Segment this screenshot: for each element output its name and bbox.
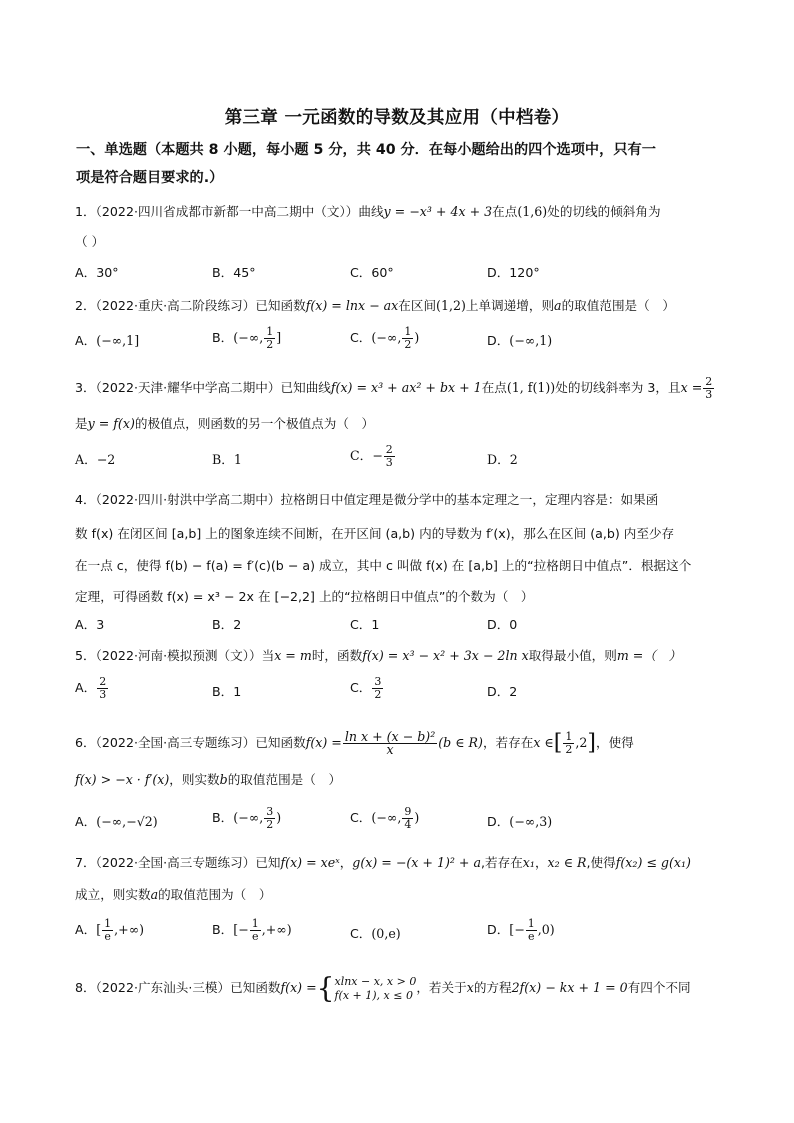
question-8 xyxy=(75,968,735,1009)
fraction xyxy=(264,806,275,831)
option-label: C．− xyxy=(350,448,383,463)
numerator: 1 xyxy=(527,917,535,930)
question-text: ， xyxy=(339,855,353,870)
fraction xyxy=(402,326,413,351)
question-6 xyxy=(75,726,735,760)
denominator: 2 xyxy=(266,818,274,831)
question-text: ，若关于 xyxy=(416,980,467,995)
numerator: 1 xyxy=(104,917,112,930)
numerator: 2 xyxy=(385,443,393,456)
option-b[interactable] xyxy=(212,918,292,943)
question-3-line-2 xyxy=(75,410,735,437)
fraction xyxy=(526,918,537,943)
question-source: （2022·河南·模拟预测（文）） xyxy=(95,648,262,663)
math-variable: b xyxy=(219,772,228,787)
option-label: A． xyxy=(75,680,97,695)
fraction xyxy=(97,676,108,701)
option-label: D． xyxy=(487,814,510,829)
question-number: 1． xyxy=(75,204,96,219)
option-c[interactable] xyxy=(350,444,396,469)
math-expression: x₂ ∈ R xyxy=(547,855,587,870)
question-text: ,使得 xyxy=(586,855,616,870)
question-text: ，若存在 xyxy=(482,735,534,750)
question-text: ，使得 xyxy=(595,735,634,750)
fraction xyxy=(102,918,113,943)
question-text: 在区间 xyxy=(398,298,437,313)
option-a[interactable] xyxy=(75,676,109,701)
option-value: ,0) xyxy=(537,922,555,937)
option-c[interactable] xyxy=(350,326,419,351)
math-interval: (1,2) xyxy=(436,298,466,313)
math-variable: x xyxy=(466,980,474,995)
option-label: A． xyxy=(75,814,97,829)
math-expression: 2f(x) − kx + 1 = 0 xyxy=(511,980,628,995)
numerator: 1 xyxy=(404,325,412,338)
option-a[interactable]: A．3 xyxy=(75,617,105,632)
math-expression: y = −x³ + 4x + 3 xyxy=(383,204,493,219)
question-number: 5． xyxy=(75,648,96,663)
numerator: 3 xyxy=(374,675,382,688)
numerator: 1 xyxy=(251,917,259,930)
math-expression: ,2 xyxy=(575,735,588,750)
option-a[interactable]: A．30° xyxy=(75,265,119,280)
option-value: (−∞,3) xyxy=(509,814,553,829)
option-a[interactable]: A．−2 xyxy=(75,452,116,467)
piecewise-case-1: xlnx − x, x > 0 xyxy=(334,974,417,988)
question-4-line-2: 数 f(x) 在闭区间 [a,b] 上的图象连续不间断，在开区间 (a,b) 内的导数为 f′(x)，那么在区间 (a,b) 内至少存 xyxy=(75,526,675,541)
denominator: 2 xyxy=(404,338,412,351)
question-text: 的方程 xyxy=(473,980,512,995)
option-b[interactable]: B．45° xyxy=(212,265,256,280)
page-title: 第三章 一元函数的导数及其应用（中档卷） xyxy=(224,108,570,128)
math-expression: f(x) = x³ − x² + 3x − 2ln x xyxy=(362,648,529,663)
question-source: （2022·四川省成都市新都一中高二期中（文）） xyxy=(95,204,359,219)
option-label: C． xyxy=(350,680,372,695)
denominator: e xyxy=(104,930,111,943)
right-bracket: ] xyxy=(587,730,596,756)
question-2 xyxy=(75,292,735,319)
math-variable: x₁ xyxy=(522,855,535,870)
option-value: ,+∞) xyxy=(114,922,145,937)
option-a[interactable] xyxy=(75,330,139,349)
section-heading-line-1: 一、单选题（本题共 8 小题，每小题 5 分，共 40 分．在每小题给出的四个选项中，只有一 xyxy=(76,142,656,158)
math-expression: m =（ ） xyxy=(616,648,682,663)
piecewise-cases xyxy=(334,975,416,1003)
section-heading-line-2: 项是符合题目要求的.） xyxy=(76,170,224,186)
left-bracket: [ xyxy=(553,730,563,756)
question-7-options xyxy=(75,918,735,952)
option-value: ,+∞) xyxy=(261,922,292,937)
option-d[interactable] xyxy=(487,811,552,830)
option-label: C． xyxy=(350,810,372,825)
option-value: ) xyxy=(276,810,282,825)
question-3 xyxy=(75,374,735,401)
option-value: [− xyxy=(233,922,249,937)
question-3-options xyxy=(75,444,735,478)
math-variable: a xyxy=(554,298,562,313)
answer-paren: （ ） xyxy=(75,234,105,249)
math-expression: f(x) = xyxy=(280,980,317,995)
question-text: 已知曲线 xyxy=(280,380,331,395)
denominator: 4 xyxy=(404,818,412,831)
option-a[interactable] xyxy=(75,811,158,830)
math-expression: y = f(x) xyxy=(87,416,135,431)
math-expression: x = xyxy=(680,380,703,395)
question-text: 处的切线斜率为 3，且 xyxy=(555,380,681,395)
denominator: e xyxy=(251,930,259,943)
question-6-line-2 xyxy=(75,766,735,793)
question-number: 3． xyxy=(75,380,96,395)
option-label: D． xyxy=(487,922,510,937)
question-text: 有四个不同 xyxy=(627,980,691,995)
denominator: 2 xyxy=(374,688,382,701)
numerator: 2 xyxy=(99,675,107,688)
option-value: ] xyxy=(276,330,282,345)
option-c[interactable] xyxy=(350,676,384,701)
question-text: 取得最小值，则 xyxy=(528,648,617,663)
math-expression: f(x) = xyxy=(305,735,342,750)
option-value: (−∞, xyxy=(233,330,264,345)
question-text: 的极值点，则函数的另一个极值点为（ ） xyxy=(134,416,375,431)
question-text: 已知函数 xyxy=(230,980,281,995)
option-value: (−∞,−√2) xyxy=(96,814,158,829)
fraction xyxy=(563,731,574,756)
question-text: 曲线 xyxy=(358,204,384,219)
numerator: 1 xyxy=(266,325,274,338)
option-value: (0,e) xyxy=(371,926,401,941)
numerator: ln x + (x − b)² xyxy=(344,729,436,744)
option-d[interactable] xyxy=(487,330,552,349)
option-d[interactable]: D．2 xyxy=(487,452,518,467)
numerator: 3 xyxy=(266,805,274,818)
option-a[interactable] xyxy=(75,918,144,943)
denominator: 2 xyxy=(266,338,274,351)
question-source: （2022·全国·高三专题练习） xyxy=(95,735,256,750)
numerator: 1 xyxy=(565,730,573,743)
option-value: (−∞,1] xyxy=(96,333,140,348)
question-6-options xyxy=(75,806,735,840)
option-value: (−∞, xyxy=(233,810,264,825)
option-b[interactable] xyxy=(212,326,281,351)
question-text: 已知函数 xyxy=(255,735,306,750)
math-expression: g(x) = −(x + 1)² + a xyxy=(352,855,481,870)
option-d[interactable] xyxy=(487,918,555,943)
denominator: e xyxy=(528,930,535,943)
fraction xyxy=(264,326,275,351)
fraction xyxy=(384,444,395,469)
question-text: 是 xyxy=(75,416,88,431)
question-number: 6． xyxy=(75,735,96,750)
fraction xyxy=(250,918,261,943)
option-c[interactable]: C．1 xyxy=(350,617,380,632)
math-expression: f(x) = x³ + ax² + bx + 1 xyxy=(330,380,482,395)
option-c[interactable] xyxy=(350,806,419,831)
option-value: (−∞, xyxy=(371,810,402,825)
question-4-options xyxy=(75,614,735,642)
math-expression: f(x₂) ≤ g(x₁) xyxy=(615,855,691,870)
math-variable: a xyxy=(150,887,159,902)
denominator: 3 xyxy=(99,688,107,701)
question-text: 当 xyxy=(261,648,275,663)
question-text: 的取值范围为（ ） xyxy=(158,887,272,902)
left-brace: { xyxy=(316,971,335,1005)
denominator: 3 xyxy=(385,456,393,469)
option-label: B． xyxy=(212,330,234,345)
question-text: ,若存在 xyxy=(481,855,523,870)
denominator: 3 xyxy=(705,388,713,401)
option-d[interactable]: D．0 xyxy=(487,617,518,632)
option-b[interactable] xyxy=(212,806,281,831)
question-source: （2022·天津·耀华中学高二期中） xyxy=(95,380,281,395)
math-expression: x ∈ xyxy=(533,735,554,750)
piecewise-case-2: f(x + 1), x ≤ 0 xyxy=(334,988,413,1002)
question-text: 在点 xyxy=(481,380,507,395)
option-value: ) xyxy=(414,330,420,345)
math-expression: f(x) > −x · f′(x) xyxy=(75,772,170,787)
denominator: x xyxy=(386,742,394,757)
question-4-line-4: 定理，可得函数 f(x) = x³ − 2x 在 [−2,2] 上的“拉格朗日中值点”的个数为（ ） xyxy=(75,589,534,604)
math-expression: (b ∈ R) xyxy=(438,735,483,750)
fraction xyxy=(372,676,383,701)
option-d[interactable]: D．120° xyxy=(487,265,540,280)
math-expression: f(x) = xeˣ xyxy=(280,855,340,870)
option-value: [ xyxy=(96,922,102,937)
denominator: 2 xyxy=(565,743,573,756)
option-b[interactable]: B．1 xyxy=(212,452,242,467)
question-1 xyxy=(75,198,735,225)
option-b[interactable]: B．2 xyxy=(212,617,242,632)
question-2-options xyxy=(75,326,735,358)
question-text: 成立，则实数 xyxy=(75,887,151,902)
option-label: C． xyxy=(350,330,372,345)
question-text: 时，函数 xyxy=(311,648,363,663)
question-text: 的取值范围是（ ） xyxy=(227,772,342,787)
option-value: ) xyxy=(414,810,420,825)
math-expression: f(x) = lnx − ax xyxy=(305,298,399,313)
fraction xyxy=(343,731,437,756)
question-text: 已知函数 xyxy=(255,298,306,313)
option-value: (−∞,1) xyxy=(509,333,553,348)
question-text: 的取值范围是（ ） xyxy=(561,298,675,313)
question-text: ， xyxy=(534,855,548,870)
fraction xyxy=(402,806,413,831)
option-label: A． xyxy=(75,922,97,937)
option-label: C． xyxy=(350,926,372,941)
question-text: 在点 xyxy=(492,204,518,219)
question-source: （2022·全国·高三专题练习） xyxy=(95,855,256,870)
question-text: 处的切线的倾斜角为 xyxy=(547,204,661,219)
option-d[interactable]: D．2 xyxy=(487,684,518,699)
option-value: (−∞, xyxy=(371,330,402,345)
question-source: （2022·重庆·高二阶段练习） xyxy=(95,298,256,313)
option-label: B． xyxy=(212,810,234,825)
question-4-line-1: 4．（2022·四川·射洪中学高二期中）拉格朗日中值定理是微分学中的基本定理之一，定理内容是：如果函 xyxy=(75,492,659,507)
numerator: 9 xyxy=(404,805,412,818)
question-5 xyxy=(75,642,735,669)
question-1-options xyxy=(75,262,735,290)
math-point: (1,6) xyxy=(517,204,548,219)
question-7-line-2 xyxy=(75,881,735,908)
question-5-options xyxy=(75,676,735,710)
fraction xyxy=(703,376,714,401)
question-number: 7． xyxy=(75,855,96,870)
option-label: A． xyxy=(75,333,97,348)
question-7 xyxy=(75,849,735,876)
math-point: (1, f(1)) xyxy=(506,380,556,395)
question-source: （2022·广东汕头·三模） xyxy=(95,980,231,995)
question-text: 上单调递增，则 xyxy=(465,298,555,313)
math-expression: x = m xyxy=(274,648,312,663)
question-text: 已知 xyxy=(255,855,281,870)
question-number: 2． xyxy=(75,298,96,313)
question-4-line-3: 在一点 c，使得 f(b) − f(a) = f′(c)(b − a) 成立，其中 c 叫做 f(x) 在 [a,b] 上的“拉格朗日中值点”．根据这个 xyxy=(75,558,692,573)
option-label: D． xyxy=(487,333,510,348)
question-number: 8． xyxy=(75,980,96,995)
question-text: ，则实数 xyxy=(169,772,220,787)
option-c[interactable]: C．60° xyxy=(350,265,394,280)
option-b[interactable]: B．1 xyxy=(212,684,242,699)
option-value: [− xyxy=(509,922,525,937)
option-c[interactable] xyxy=(350,923,401,942)
numerator: 2 xyxy=(705,375,713,388)
option-label: B． xyxy=(212,922,234,937)
